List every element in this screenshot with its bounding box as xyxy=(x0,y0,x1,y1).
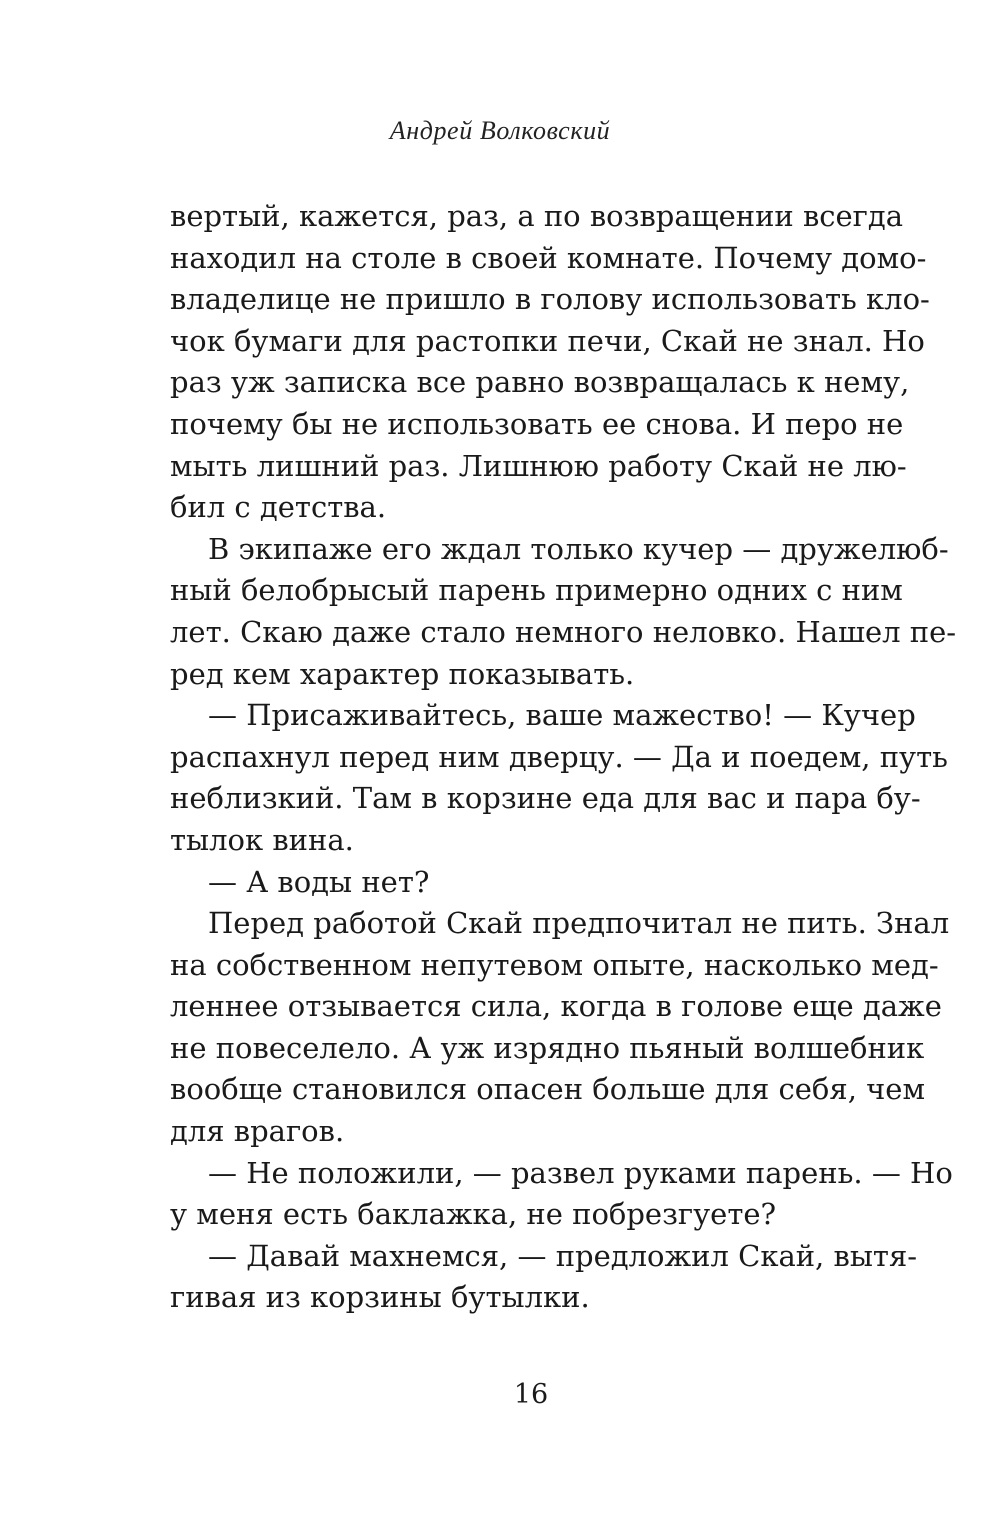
text-line: мыть лишний раз. Лишнюю работу Скай не лю- xyxy=(170,448,907,483)
running-head: Андрей Волковский xyxy=(389,116,611,145)
text-line: гивая из корзины бутылки. xyxy=(170,1280,590,1315)
text-line: чок бумаги для растопки печи, Скай не знал. Но xyxy=(170,323,925,358)
text-line: — Давай махнемся, — предложил Скай, вытя- xyxy=(208,1238,918,1273)
text-line: раз уж записка все равно возвращалась к нему, xyxy=(170,365,910,400)
text-line: почему бы не использовать ее снова. И перо не xyxy=(170,406,904,441)
text-line: лет. Скаю даже стало немного неловко. Нашел пе- xyxy=(170,614,957,649)
text-line: не повеселело. А уж изрядно пьяный волшебник xyxy=(170,1030,925,1065)
text-line: для врагов. xyxy=(170,1114,345,1149)
text-line: у меня есть баклажка, не побрезгуете? xyxy=(170,1197,777,1232)
text-line: владелице не пришло в голову использовать кло- xyxy=(170,282,930,317)
text-line: — Не положили, — развел руками парень. — Но xyxy=(208,1155,953,1190)
text-line: В экипаже его ждал только кучер — дружелюб- xyxy=(208,531,949,566)
text-line: ный белобрысый парень примерно одних с ним xyxy=(170,573,903,608)
body-text xyxy=(170,196,957,1319)
text-line: вообще становился опасен больше для себя, чем xyxy=(170,1072,926,1107)
text-line: — Присаживайтесь, ваше мажество! — Кучер xyxy=(208,698,916,733)
text-line: находил на столе в своей комнате. Почему домо- xyxy=(170,240,927,275)
text-line: — А воды нет? xyxy=(208,864,430,899)
text-line: бил с детства. xyxy=(170,490,387,525)
text-line: неблизкий. Там в корзине еда для вас и пара бу- xyxy=(170,781,921,816)
text-line: на собственном непутевом опыте, насколько мед- xyxy=(170,947,939,982)
text-line: Перед работой Скай предпочитал не пить. Знал xyxy=(208,906,950,941)
text-line: распахнул перед ним дверцу. — Да и поедем, путь xyxy=(170,739,948,774)
text-line: тылок вина. xyxy=(170,822,354,857)
text-line: ред кем характер показывать. xyxy=(170,656,635,691)
page-number: 16 xyxy=(513,1379,549,1410)
text-line: вертый, кажется, раз, а по возвращении всегда xyxy=(170,199,904,233)
text-line: леннее отзывается сила, когда в голове еще даже xyxy=(170,989,942,1024)
